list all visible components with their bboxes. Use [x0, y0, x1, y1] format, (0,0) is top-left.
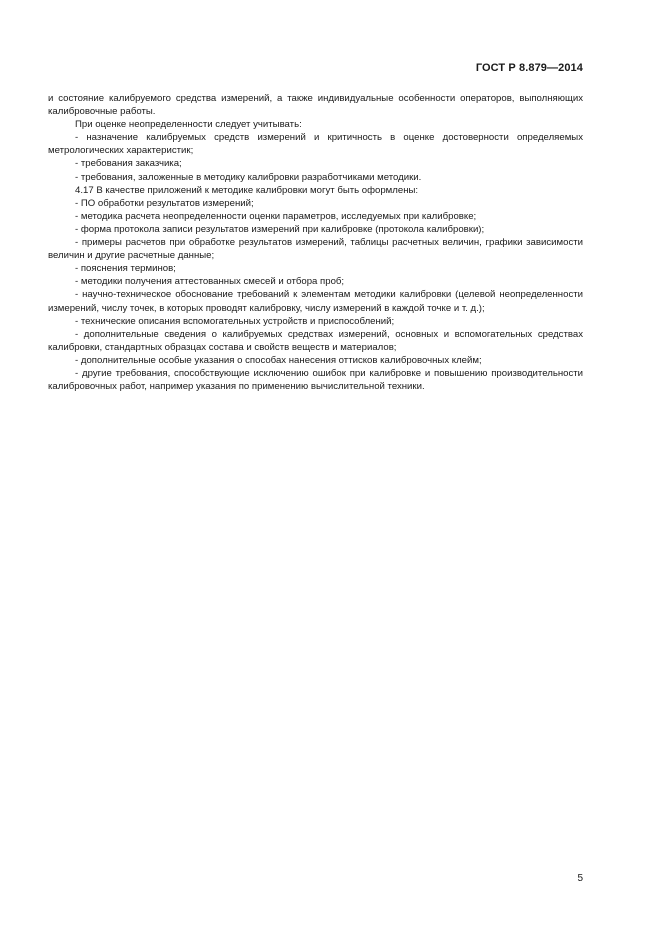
list-item: - пояснения терминов; [75, 263, 176, 275]
list-item: - методика расчета неопределенности оценки параметров, исследуемых при калибровке; [75, 210, 477, 222]
list-item: - технические описания вспомогательных устройств и приспособлений; [75, 315, 395, 327]
document-body [48, 92, 583, 393]
list-item: - ПО обработки результатов измерений; [75, 197, 254, 209]
list-item: - требования заказчика; [75, 158, 182, 170]
list-item: - форма протокола записи результатов измерений при калибровке (протокола калибровки); [75, 223, 485, 235]
paragraph: и состояние калибруемого средства измерений, а также индивидуальные особенности операторов, выполняющих калибровочные работы. [48, 93, 583, 118]
paragraph: При оценке неопределенности следует учитывать: [75, 119, 302, 131]
list-item: - другие требования, способствующие исключению ошибок при калибровке и повышению производительности калибровочных работ, например указания по применению вычислительной техники. [48, 367, 583, 393]
section-paragraph-4-17: 4.17 В качестве приложений к методике калибровки могут быть оформлены: [75, 184, 419, 196]
list-item: - требования, заложенные в методику калибровки разработчиками методики. [75, 171, 422, 183]
list-item: - методики получения аттестованных смесей и отбора проб; [75, 276, 345, 288]
list-item: - научно-техническое обоснование требований к элементам методики калибровки (целевой неопределенности измерений, числу точек, в которых проводят калибровку, числу измерений в каждой точке и т. д.); [48, 289, 583, 314]
list-item: - примеры расчетов при обработке результатов измерений, таблицы расчетных величин, графики зависимости величин и другие расчетные данные; [48, 237, 583, 262]
page-number: 5 [577, 873, 583, 884]
list-item: - дополнительные особые указания о способах нанесения оттисков калибровочных клейм; [75, 354, 482, 366]
list-item: - назначение калибруемых средств измерений и критичность в оценке достоверности определяемых метрологических характеристик; [48, 132, 583, 157]
standard-code-header: ГОСТ Р 8.879—2014 [475, 62, 583, 74]
list-item: - дополнительные сведения о калибруемых средствах измерений, основных и вспомогательных средствах калибровки, стандартных образцах состава и свойств веществ и материалов; [48, 328, 583, 353]
